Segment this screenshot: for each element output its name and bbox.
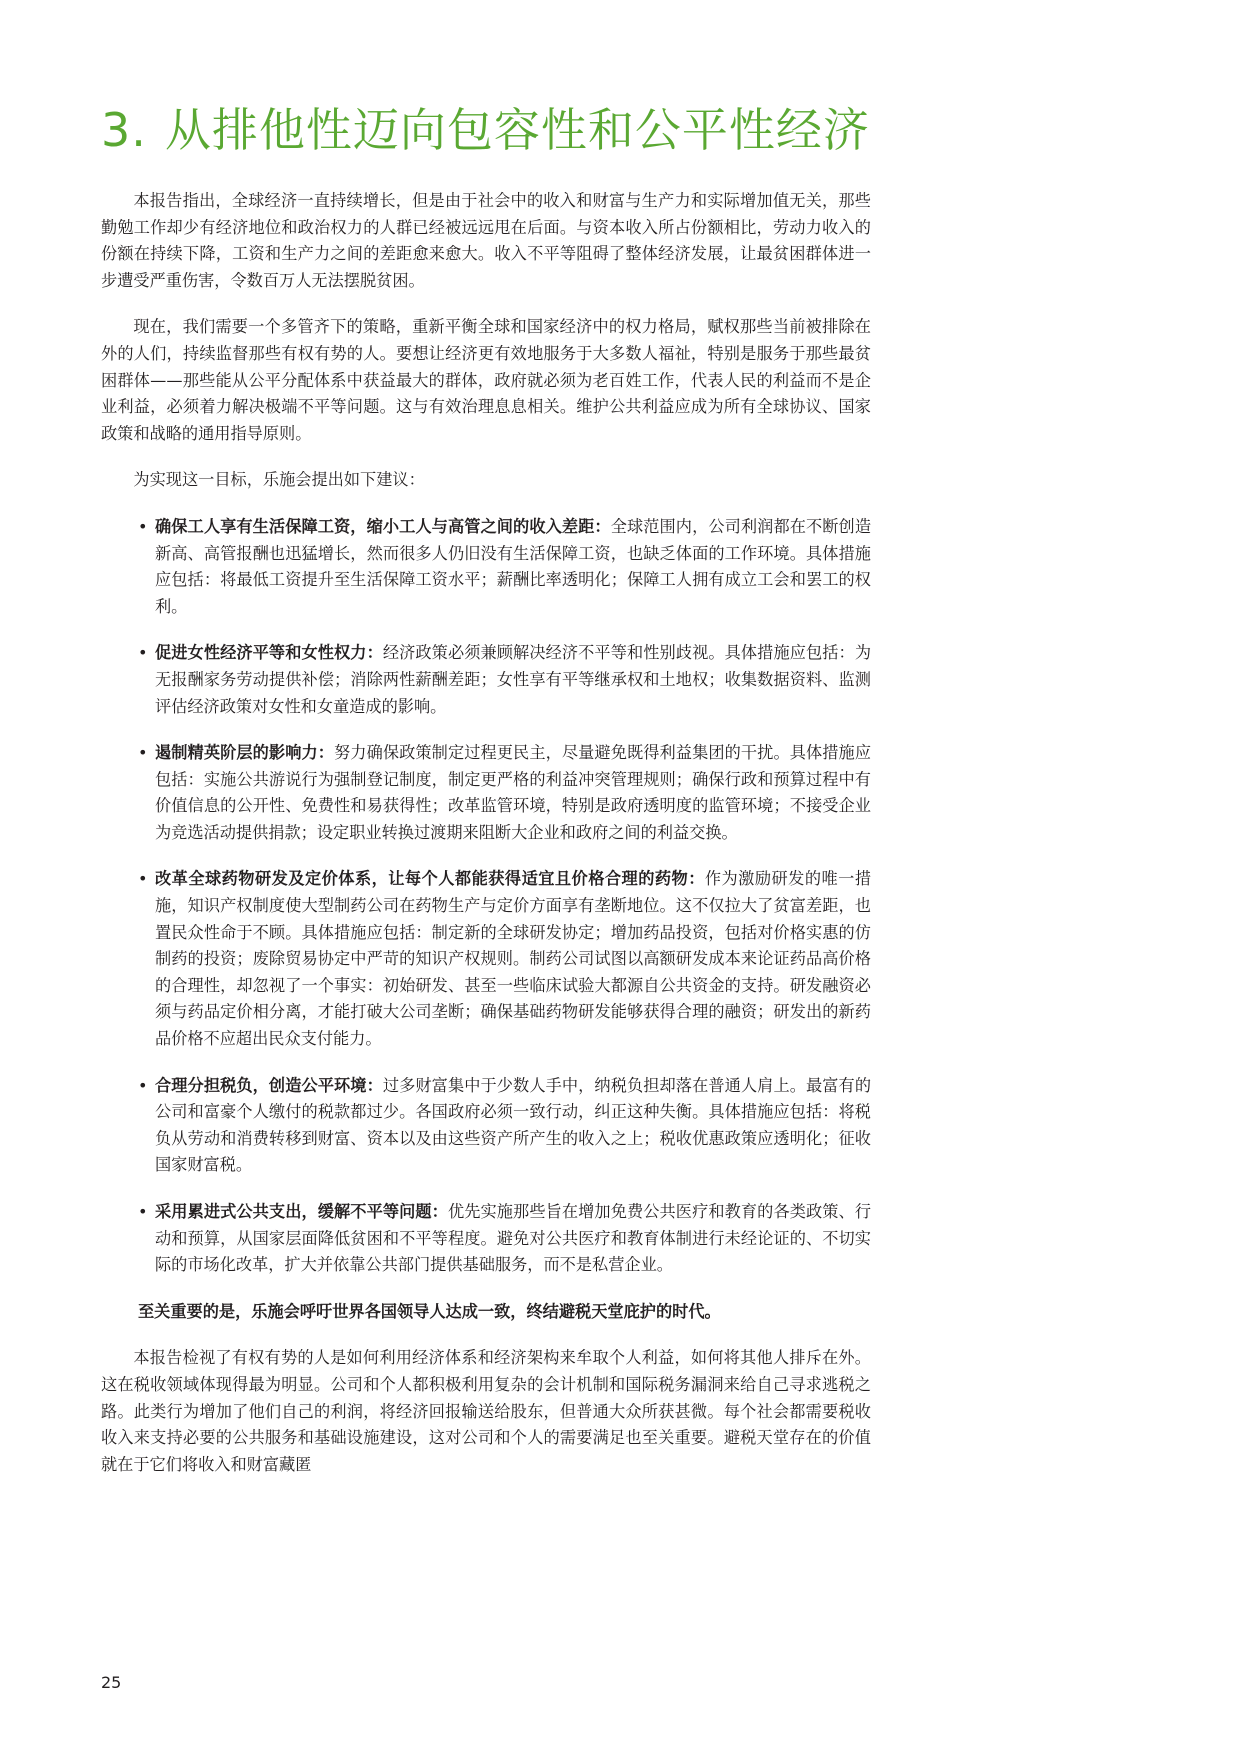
bullet-icon: •: [138, 1202, 148, 1221]
bullet-icon: •: [138, 869, 148, 889]
recommendation-lead: 促进女性经济平等和女性权力：: [155, 643, 383, 663]
recommendation-lead: 遏制精英阶层的影响力：: [155, 743, 335, 763]
page-heading: [101, 100, 870, 160]
recommendation-lead: 改革全球药物研发及定价体系，让每个人都能获得适宜且价格合理的药物：: [155, 869, 705, 889]
paragraph-strategy: 现在，我们需要一个多管齐下的策略，重新平衡全球和国家经济中的权力格局，赋权那些当前被排除在外的人们，持续监督那些有权有势的人。要想让经济更有效地服务于大多数人福祉，特别是服务于那些最贫困群体——那些能从公平分配体系中获益最大的群体，政府就必须为老百姓工作，代表人民的利益而不是企业利益，必须着力解决极端不平等问题。这与有效治理息息相关。维护公共利益应成为所有全球协议、国家政策和战略的通用指导原则。: [101, 317, 871, 443]
bullet-icon: •: [138, 643, 148, 663]
recommendation-item-public-spending: [101, 1199, 871, 1279]
recommendation-lead: 合理分担税负，创造公平环境：: [155, 1075, 383, 1095]
recommendations-list: [101, 514, 871, 1279]
paragraph-intro: 本报告指出，全球经济一直持续增长，但是由于社会中的收入和财富与生产力和实际增加值无关，那些勤勉工作却少有经济地位和政治权力的人群已经被远远甩在后面。与资本收入所占份额相比，劳动力收入的份额在持续下降，工资和生产力之间的差距愈来愈大。收入不平等阻碍了整体经济发展，让最贫困群体进一步遭受严重伤害，令数百万人无法摆脱贫困。: [101, 191, 871, 290]
recommendation-text: 作为激励研发的唯一措施，知识产权制度使大型制药公司在药物生产与定价方面享有垄断地位。这不仅拉大了贫富差距，也置民众性命于不顾。具体措施应包括：制定新的全球研发协定；增加药品投资，包括对价格实惠的仿制药的投资；废除贸易协定中严苛的知识产权规则。制药公司试图以高额研发成本来论证药品高价格的合理性，却忽视了一个事实：初始研发、甚至一些临床试验大都源自公共资金的支持。研发融资必须与药品定价相分离，才能打破大公司垄断；确保基础药物研发能够获得合理的融资；研发出的新药品价格不应超出民众支付能力。: [155, 869, 872, 1049]
paragraph-closing: 本报告检视了有权有势的人是如何利用经济体系和经济架构来牟取个人利益，如何将其他人排斥在外。这在税收领域体现得最为明显。公司和个人都积极利用复杂的会计机制和国际税务漏洞来给自己寻求逃税之路。此类行为增加了他们自己的利润，将经济回报输送给股东，但普通大众所获甚微。每个社会都需要税收收入来支持必要的公共服务和基础设施建设，这对公司和个人的需要满足也至关重要。避税天堂存在的价值就在于它们将收入和财富藏匿: [101, 1348, 871, 1474]
recommendation-lead: 确保工人享有生活保障工资，缩小工人与高管之间的收入差距：: [155, 516, 611, 536]
bullet-icon: •: [138, 743, 148, 763]
recommendation-item-living-wage: [101, 514, 871, 620]
recommendation-lead: 采用累进式公共支出，缓解不平等问题：: [155, 1202, 448, 1221]
recommendation-text: 经济政策必须兼顾解决经济不平等和性别歧视。具体措施应包括：为无报酬家务劳动提供补偿；消除两性薪酬差距；女性享有平等继承权和土地权；收集数据资料、监测评估经济政策对女性和女童造成的影响。: [155, 643, 872, 716]
recommendation-item-women-equality: [101, 640, 871, 720]
recommendation-item-medicine-pricing: [101, 866, 871, 1052]
recommendation-item-elite-influence: [101, 740, 871, 846]
recommendation-text: 全球范围内，公司利润都在不断创造新高、高管报酬也迅猛增长，然而很多人仍旧没有生活保障工资，也缺乏体面的工作环境。具体措施应包括：将最低工资提升至生活保障工资水平；薪酬比率透明化；保障工人拥有成立工会和罢工的权利。: [155, 516, 872, 616]
paragraph-recommendation-intro: 为实现这一目标，乐施会提出如下建议：: [133, 470, 425, 490]
section-title: 从排他性迈向包容性和公平性经济: [164, 103, 870, 157]
bullet-icon: •: [138, 516, 148, 536]
recommendation-item-fair-tax: [101, 1073, 871, 1179]
section-number: 3.: [101, 103, 147, 157]
body-text: [101, 188, 871, 1498]
recommendation-text: 过多财富集中于少数人手中，纳税负担却落在普通人肩上。最富有的公司和富豪个人缴付的税款都过少。各国政府必须一致行动，纠正这种失衡。具体措施应包括：将税负从劳动和消费转移到财富、资本以及由这些资产所产生的收入之上；税收优惠政策应透明化；征收国家财富税。: [155, 1075, 872, 1175]
callout-statement: 至关重要的是，乐施会呼吁世界各国领导人达成一致，终结避税天堂庇护的时代。: [138, 1301, 721, 1321]
recommendation-text: 优先实施那些旨在增加免费公共医疗和教育的各类政策、行动和预算，从国家层面降低贫困和不平等程度。避免对公共医疗和教育体制进行未经论证的、不切实际的市场化改革，扩大并依靠公共部门提供基础服务，而不是私营企业。: [155, 1202, 872, 1275]
page-number: 25: [101, 1673, 122, 1692]
bullet-icon: •: [138, 1075, 148, 1095]
recommendation-text: 努力确保政策制定过程更民主，尽量避免既得利益集团的干扰。具体措施应包括：实施公共游说行为强制登记制度，制定更严格的利益冲突管理规则；确保行政和预算过程中有价值信息的公开性、免费性和易获得性；改革监管环境，特别是政府透明度的监管环境；不接受企业为竞选活动提供捐款；设定职业转换过渡期来阻断大企业和政府之间的利益交换。: [155, 743, 872, 842]
